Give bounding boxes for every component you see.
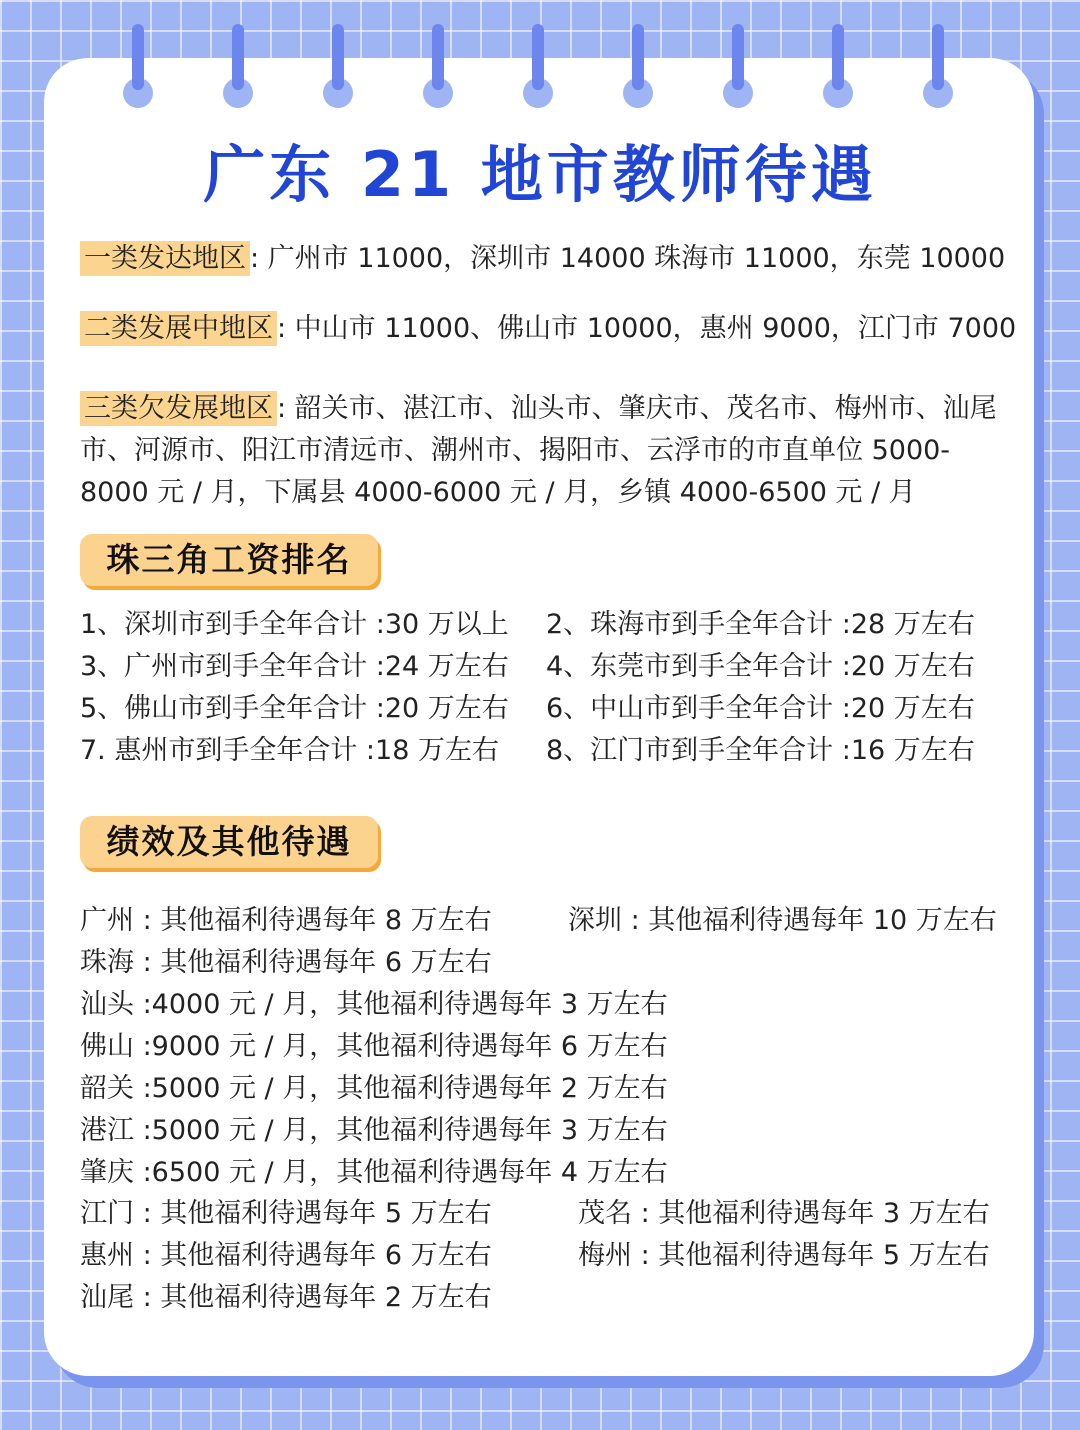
- category-tier-1: [80, 238, 1005, 280]
- benefit-item: 肇庆 :6500 元 / 月，其他福利待遇每年 4 万左右: [80, 1157, 668, 1188]
- binder-ring: [923, 24, 953, 108]
- ranking-heading: 珠三角工资排名: [80, 534, 378, 586]
- binder-ring: [123, 24, 153, 108]
- binder-ring: [223, 24, 253, 108]
- ranking-item: 7. 惠州市到手全年合计 :18 万左右: [80, 735, 499, 766]
- ranking-item: 8、江门市到手全年合计 :16 万左右: [546, 735, 975, 766]
- category-tier-2: [80, 308, 1016, 350]
- category-label: 一类发达地区: [80, 241, 250, 276]
- benefit-item: 江门 : 其他福利待遇每年 5 万左右: [80, 1198, 492, 1229]
- category-tier-3: [80, 388, 1015, 514]
- binder-ring: [323, 24, 353, 108]
- binder-ring: [523, 24, 553, 108]
- ranking-item: 6、中山市到手全年合计 :20 万左右: [546, 693, 975, 724]
- notebook-rings: [0, 0, 1080, 110]
- category-text: : 韶关市、湛江市、汕头市、肇庆市、茂名市、梅州市、汕尾市、河源市、阳江市清远市、潮州市、揭阳市、云浮市的市直单位 5000-8000 元 / 月，下属县 4000-6000 元 / 月，乡镇 4000-6500 元 / 月: [80, 393, 997, 508]
- category-text: : 中山市 11000、佛山市 10000，惠州 9000，江门市 7000: [277, 313, 1017, 344]
- binder-ring: [623, 24, 653, 108]
- benefit-item: 港江 :5000 元 / 月，其他福利待遇每年 3 万左右: [80, 1115, 668, 1146]
- category-label: 二类发展中地区: [80, 311, 277, 346]
- benefit-item: 惠州 : 其他福利待遇每年 6 万左右: [80, 1240, 492, 1271]
- benefit-item: 广州 : 其他福利待遇每年 8 万左右: [80, 905, 492, 936]
- benefit-item: 汕头 :4000 元 / 月，其他福利待遇每年 3 万左右: [80, 989, 668, 1020]
- category-label: 三类欠发展地区: [80, 391, 277, 426]
- ranking-item: 1、深圳市到手全年合计 :30 万以上: [80, 609, 509, 640]
- ranking-item: 4、东莞市到手全年合计 :20 万左右: [546, 651, 975, 682]
- benefit-item: 梅州 : 其他福利待遇每年 5 万左右: [578, 1240, 990, 1271]
- binder-ring: [423, 24, 453, 108]
- ranking-item: 2、珠海市到手全年合计 :28 万左右: [546, 609, 975, 640]
- benefit-item: 韶关 :5000 元 / 月，其他福利待遇每年 2 万左右: [80, 1073, 668, 1104]
- binder-ring: [723, 24, 753, 108]
- benefit-item: 深圳 : 其他福利待遇每年 10 万左右: [568, 905, 997, 936]
- ranking-item: 3、广州市到手全年合计 :24 万左右: [80, 651, 509, 682]
- benefit-item: 茂名 : 其他福利待遇每年 3 万左右: [578, 1198, 990, 1229]
- category-text: : 广州市 11000，深圳市 14000 珠海市 11000，东莞 10000: [250, 243, 1006, 274]
- binder-ring: [823, 24, 853, 108]
- benefit-item: 珠海 : 其他福利待遇每年 6 万左右: [80, 947, 492, 978]
- page-title: 广东 21 地市教师待遇: [203, 138, 877, 211]
- benefits-heading: 绩效及其他待遇: [80, 816, 378, 868]
- ranking-item: 5、佛山市到手全年合计 :20 万左右: [80, 693, 509, 724]
- benefit-item: 汕尾 : 其他福利待遇每年 2 万左右: [80, 1282, 492, 1313]
- benefit-item: 佛山 :9000 元 / 月，其他福利待遇每年 6 万左右: [80, 1031, 668, 1062]
